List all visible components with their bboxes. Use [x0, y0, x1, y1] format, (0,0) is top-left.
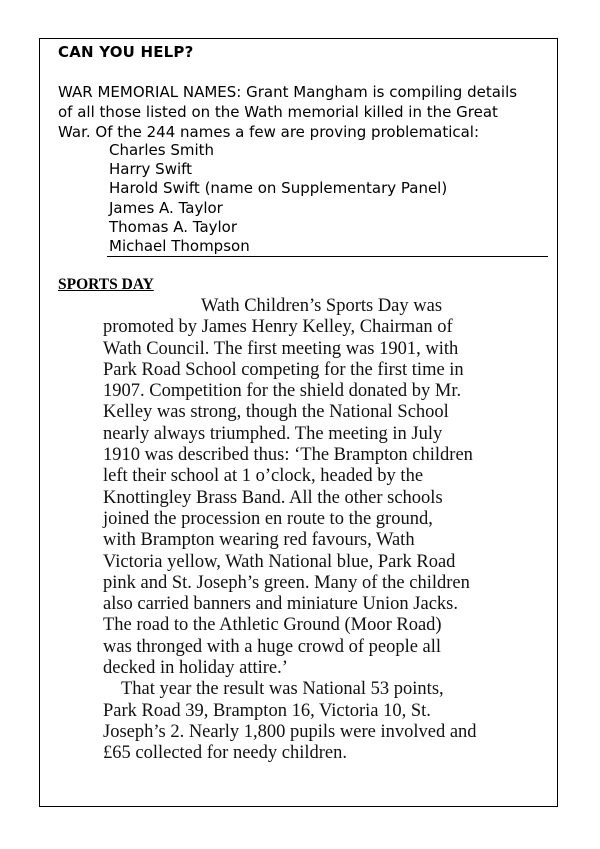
- sports-day-heading: SPORTS DAY: [58, 276, 154, 293]
- article-line: Victoria yellow, Wath National blue, Park Road: [103, 551, 456, 572]
- list-item: Harry Swift: [109, 160, 193, 179]
- intro-line: WAR MEMORIAL NAMES: Grant Mangham is compiling details: [58, 83, 518, 101]
- list-item: Charles Smith: [109, 141, 215, 159]
- list-item: Michael Thompson: [109, 237, 250, 256]
- article-line: That year the result was National 53 points,: [121, 679, 444, 700]
- intro-line: War. Of the 244 names a few are proving problematical:: [58, 123, 480, 141]
- problem-names-list: [109, 141, 447, 256]
- list-item: Harold Swift (name on Supplementary Panel): [109, 179, 448, 198]
- article-line: Joseph’s 2. Nearly 1,800 pupils were involved and: [103, 721, 477, 742]
- article-paragraph-2: [103, 679, 523, 764]
- article-line: was thronged with a huge crowd of people all: [103, 636, 442, 657]
- article-line: Park Road 39, Brampton 16, Victoria 10, St.: [103, 700, 431, 721]
- list-item: James A. Taylor: [109, 198, 223, 217]
- article-line: left their school at 1 o’clock, headed by the: [103, 466, 424, 487]
- article-line: Wath Children’s Sports Day was: [201, 296, 443, 316]
- help-heading: CAN YOU HELP?: [58, 43, 194, 61]
- section-divider: [107, 256, 548, 257]
- intro-line: of all those listed on the Wath memorial killed in the Great: [58, 103, 498, 121]
- war-memorial-intro: [58, 82, 553, 142]
- article-line: The road to the Athletic Ground (Moor Road): [103, 615, 442, 636]
- sports-day-article: [103, 296, 523, 765]
- article-line: joined the procession en route to the ground,: [103, 508, 433, 529]
- article-line: £65 collected for needy children.: [103, 743, 347, 764]
- article-line: 1910 was described thus: ‘The Brampton children: [103, 445, 473, 466]
- list-item: Thomas A. Taylor: [109, 217, 238, 236]
- article-line: decked in holiday attire.’: [103, 658, 288, 679]
- article-line: with Brampton wearing red favours, Wath: [103, 530, 415, 551]
- article-paragraph-1: [103, 296, 523, 679]
- article-line: 1907. Competition for the shield donated by Mr.: [103, 381, 462, 402]
- article-line: Knottingley Brass Band. All the other schools: [103, 487, 443, 508]
- article-line: also carried banners and miniature Union Jacks.: [103, 594, 458, 615]
- article-line: nearly always triumphed. The meeting in July: [103, 423, 443, 444]
- article-line: pink and St. Joseph’s green. Many of the children: [103, 572, 470, 593]
- article-line: Wath Council. The first meeting was 1901, with: [103, 338, 459, 359]
- article-line: Park Road School competing for the first time in: [103, 359, 464, 380]
- article-line: Kelley was strong, though the National School: [103, 402, 449, 423]
- article-line: promoted by James Henry Kelley, Chairman of: [103, 317, 453, 338]
